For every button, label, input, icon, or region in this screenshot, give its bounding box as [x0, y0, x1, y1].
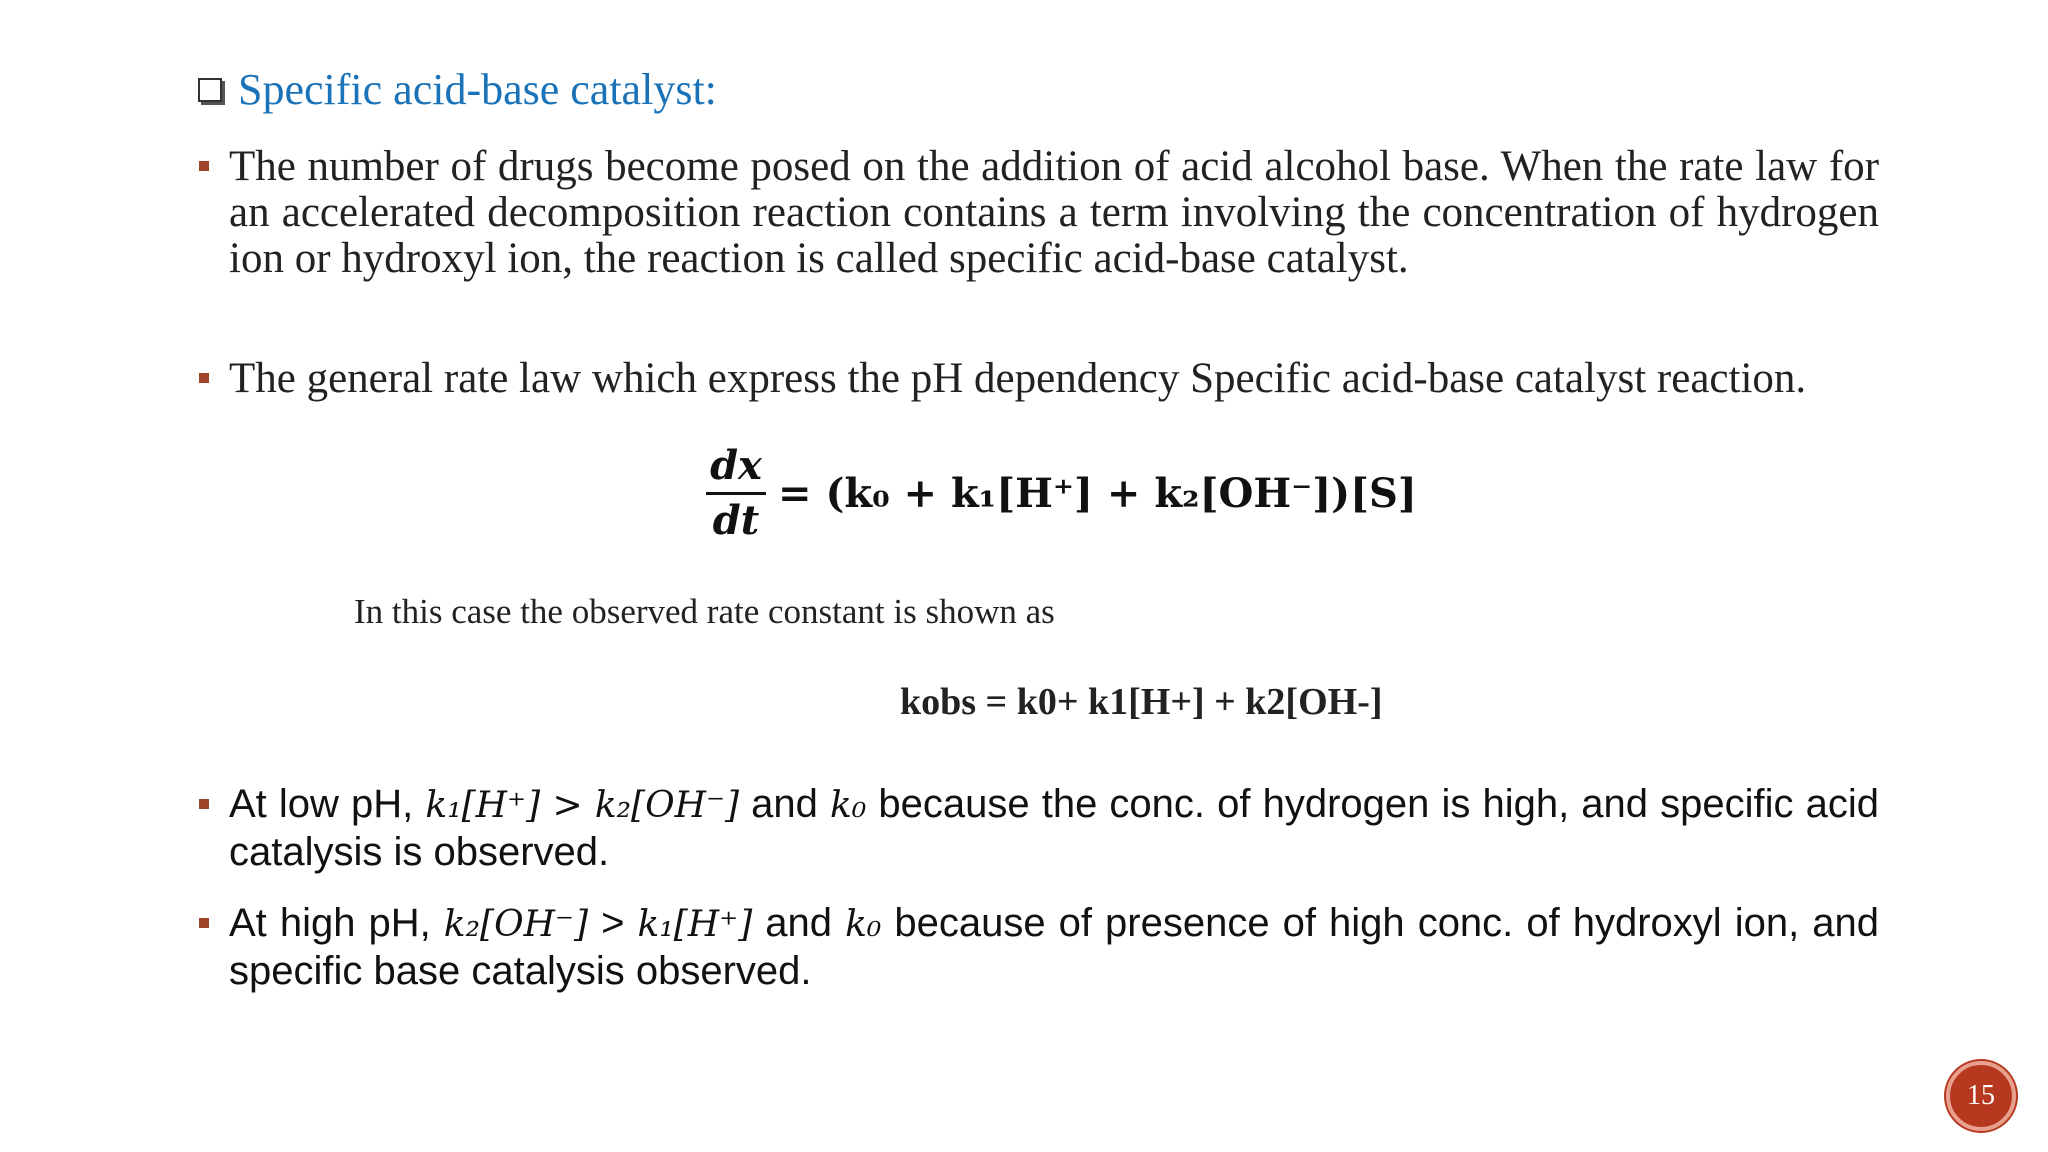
square-bullet-icon	[199, 161, 209, 171]
square-bullet-icon	[199, 799, 209, 809]
high-ph-suffix: because of presence of high conc. of hydroxyl ion, and specific base catalysis observed.	[229, 901, 1879, 993]
bullet-text: The number of drugs become posed on the addition of acid alcohol base. When the rate law for an accelerated decomposition reaction contains a term involving the concentration of hydrogen ion or hydroxyl ion, the reaction is called specific acid-base catalyst.	[229, 143, 1879, 282]
high-ph-gt: >	[601, 901, 625, 945]
high-ph-expr3: k₀	[845, 904, 882, 945]
bullet-definition	[229, 144, 1879, 282]
high-ph-and: and	[765, 901, 833, 945]
low-ph-expr3: k₀	[830, 785, 867, 826]
low-ph-prefix: At low pH,	[229, 782, 414, 826]
page-number: 15	[1967, 1080, 1995, 1111]
rate-law-equation	[706, 440, 1417, 547]
equation-rhs: = (k₀ + k₁[H⁺] + k₂[OH⁻])[S]	[778, 470, 1417, 517]
square-bullet-icon	[199, 373, 209, 383]
square-bullet-icon	[199, 918, 209, 928]
high-ph-prefix: At high pH,	[229, 901, 431, 945]
checkbox-bullet-icon	[198, 78, 222, 102]
bullet-low-ph	[229, 781, 1879, 876]
derivative-fraction	[706, 440, 766, 547]
high-ph-expr1: k₂[OH⁻]	[443, 904, 589, 945]
observed-rate-note: In this case the observed rate constant is shown as	[354, 592, 1055, 631]
low-ph-and: and	[751, 782, 818, 826]
fraction-denominator: dt	[712, 497, 760, 544]
fraction-numerator: dx	[710, 442, 762, 489]
bullet-rate-law	[229, 356, 1879, 402]
high-ph-expr2: k₁[H⁺]	[637, 904, 753, 945]
bullet-text: The general rate law which express the pH dependency Specific acid-base catalyst reaction.	[229, 355, 1807, 402]
low-ph-expr2: k₂[OH⁻]	[594, 785, 740, 826]
section-heading	[198, 64, 717, 115]
page-number-badge	[1946, 1061, 2016, 1131]
bullet-high-ph	[229, 900, 1879, 995]
heading-text: Specific acid-base catalyst:	[238, 65, 717, 114]
low-ph-suffix: because the conc. of hydrogen is high, and specific acid catalysis is observed.	[229, 782, 1879, 874]
kobs-equation: kobs = k0+ k1[H+] + k2[OH-]	[900, 681, 1383, 723]
low-ph-expr1: k₁[H⁺] >	[425, 785, 583, 826]
